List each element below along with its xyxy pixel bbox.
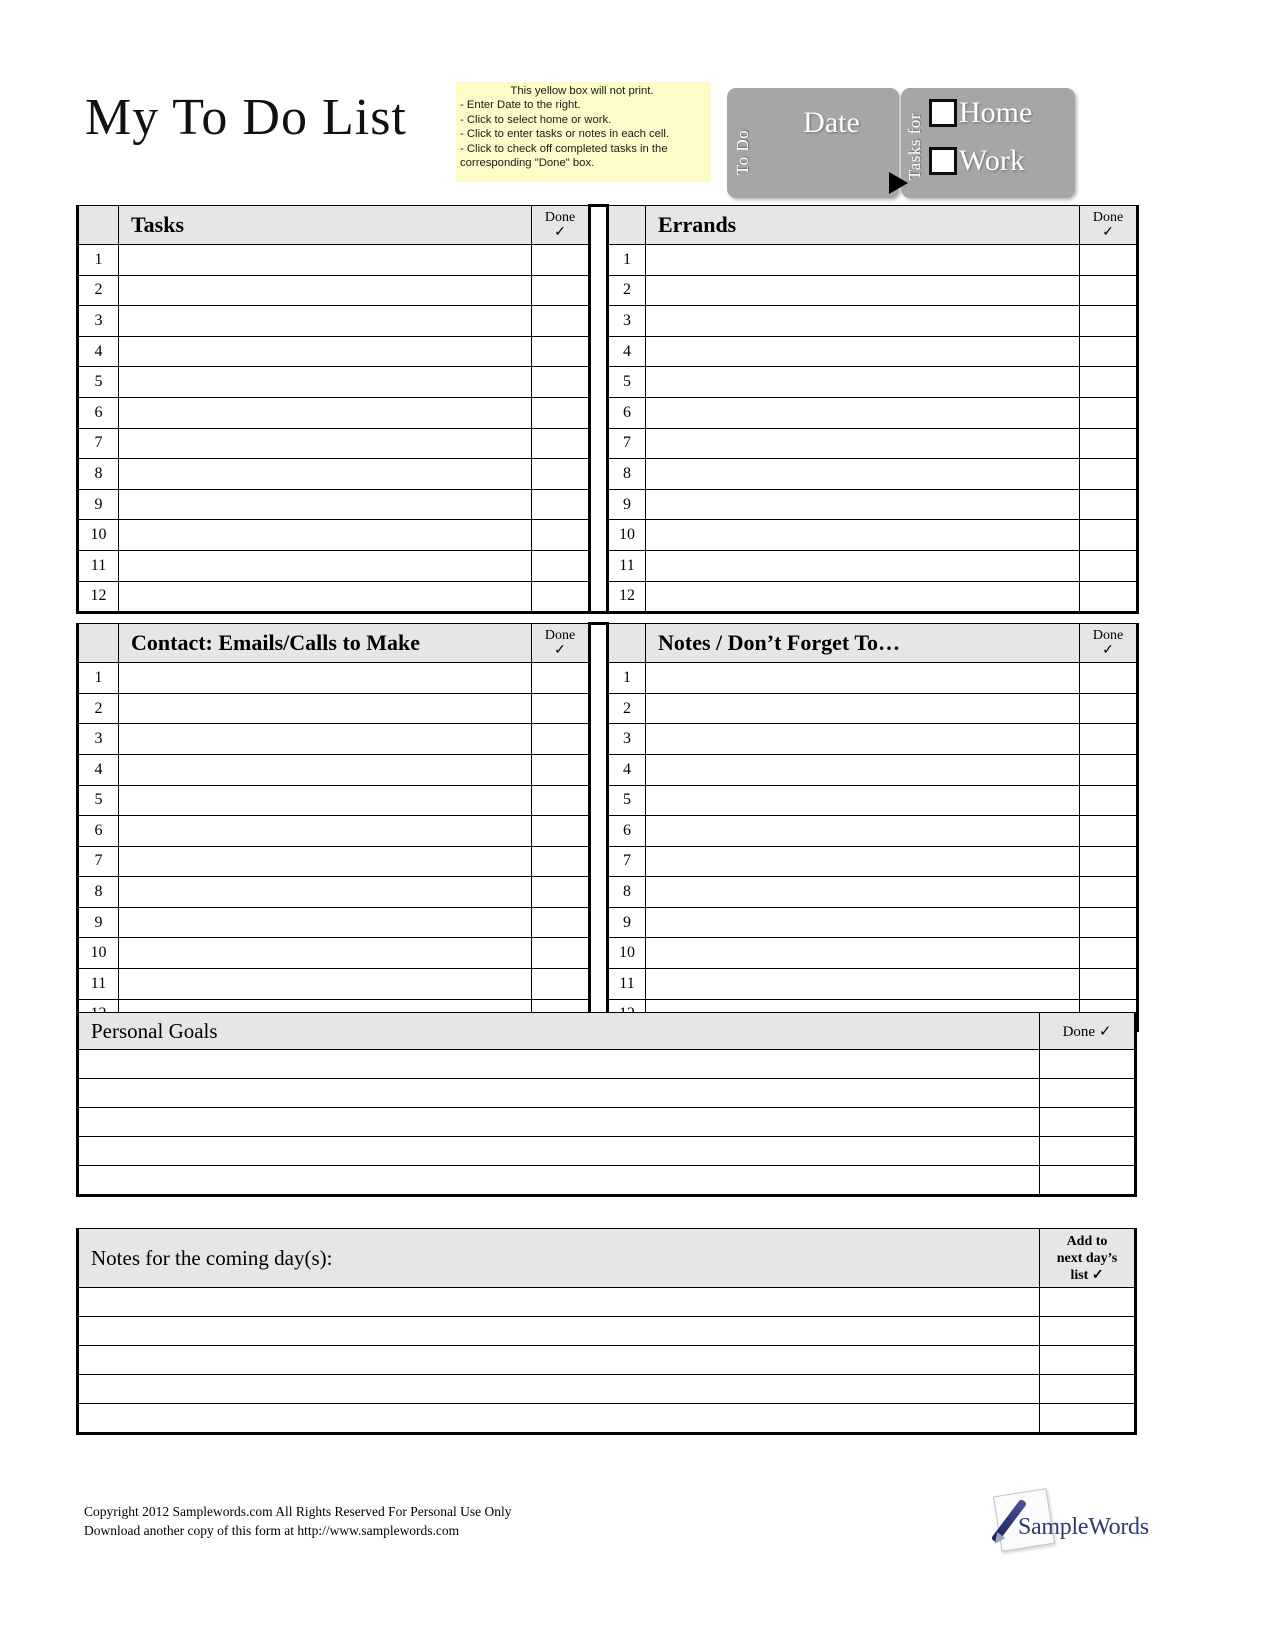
- table-row: [78, 1317, 1136, 1346]
- errands-done-checkbox[interactable]: [1080, 550, 1138, 581]
- work-option-row[interactable]: [929, 146, 1025, 176]
- errands-done-checkbox[interactable]: [1080, 275, 1138, 306]
- notes-dont-forget-done-checkbox[interactable]: [1080, 754, 1138, 785]
- tasks-done-checkbox[interactable]: [532, 428, 590, 459]
- tasks-done-checkbox[interactable]: [532, 397, 590, 428]
- tasks-row-number: 11: [78, 550, 119, 581]
- column-gap: [590, 428, 608, 459]
- notes-dont-forget-done-checkbox[interactable]: [1080, 969, 1138, 1000]
- errands-done-checkbox[interactable]: [1080, 306, 1138, 337]
- table-row: [78, 489, 1138, 520]
- tasks-row-number: 3: [78, 306, 119, 337]
- notes-dont-forget-row-number: 11: [608, 969, 646, 1000]
- done-check-glyph: ✓: [554, 225, 566, 240]
- errands-entry[interactable]: [646, 550, 1080, 581]
- errands-done-checkbox[interactable]: [1080, 397, 1138, 428]
- contact-entry[interactable]: [119, 693, 532, 724]
- tasks-done-header: [532, 206, 590, 245]
- notes-dont-forget-row-number: 8: [608, 877, 646, 908]
- errands-entry[interactable]: [646, 397, 1080, 428]
- notes-dont-forget-entry[interactable]: [646, 846, 1080, 877]
- table-row: [78, 938, 1138, 969]
- contact-done-checkbox[interactable]: [532, 724, 590, 755]
- column-gap: [590, 520, 608, 551]
- personal-goal-done-checkbox[interactable]: [1040, 1108, 1136, 1137]
- errands-done-checkbox[interactable]: [1080, 245, 1138, 276]
- table-row: [78, 877, 1138, 908]
- coming-days-notes-table: [76, 1228, 1137, 1435]
- home-option-row[interactable]: [929, 98, 1032, 128]
- contact-header: Contact: Emails/Calls to Make: [119, 624, 532, 663]
- done-check-glyph: ✓: [554, 643, 566, 659]
- contact-row-number: 1: [78, 663, 119, 694]
- table-row: [78, 459, 1138, 490]
- errands-entry[interactable]: [646, 245, 1080, 276]
- column-gap: [590, 306, 608, 337]
- errands-done-checkbox[interactable]: [1080, 489, 1138, 520]
- tasks-done-checkbox[interactable]: [532, 520, 590, 551]
- contact-done-checkbox[interactable]: [532, 754, 590, 785]
- column-gap: [590, 938, 608, 969]
- contact-done-checkbox[interactable]: [532, 816, 590, 847]
- tasks-done-checkbox[interactable]: [532, 245, 590, 276]
- coming-note-entry[interactable]: [78, 1346, 1040, 1375]
- coming-notes-header: Notes for the coming day(s):: [78, 1229, 1040, 1288]
- coming-note-entry[interactable]: [78, 1375, 1040, 1404]
- personal-goal-done-checkbox[interactable]: [1040, 1050, 1136, 1079]
- table-row: [78, 581, 1138, 613]
- contact-done-checkbox[interactable]: [532, 785, 590, 816]
- tasks-done-checkbox[interactable]: [532, 550, 590, 581]
- date-panel: [727, 88, 899, 198]
- column-gap: [590, 846, 608, 877]
- tasks-corner: [78, 206, 119, 245]
- personal-goal-done-checkbox[interactable]: [1040, 1079, 1136, 1108]
- column-gap: [590, 206, 608, 245]
- notes-dont-forget-entry[interactable]: [646, 724, 1080, 755]
- tasks-for-panel: [901, 88, 1075, 198]
- table-row: [78, 397, 1138, 428]
- notes-dont-forget-row-number: 9: [608, 907, 646, 938]
- errands-done-header: [1080, 206, 1138, 245]
- errands-header: Errands: [646, 206, 1080, 245]
- coming-notes-done-header: [1040, 1229, 1136, 1288]
- contact-done-checkbox[interactable]: [532, 969, 590, 1000]
- notes-dont-forget-done-checkbox[interactable]: [1080, 846, 1138, 877]
- contact-done-checkbox[interactable]: [532, 907, 590, 938]
- coming-note-entry[interactable]: [78, 1288, 1040, 1317]
- quadrant-header-row: [78, 624, 1138, 663]
- personal-goal-entry[interactable]: [78, 1108, 1040, 1137]
- notes-dont-forget-entry[interactable]: [646, 938, 1080, 969]
- notes-dont-forget-row-number: 5: [608, 785, 646, 816]
- tasks-entry[interactable]: [119, 397, 532, 428]
- main-task-grid: [76, 204, 1139, 1032]
- table-row: [78, 693, 1138, 724]
- tasks-entry[interactable]: [119, 550, 532, 581]
- errands-done-checkbox[interactable]: [1080, 428, 1138, 459]
- errands-entry[interactable]: [646, 367, 1080, 398]
- errands-done-checkbox[interactable]: [1080, 459, 1138, 490]
- contact-entry[interactable]: [119, 938, 532, 969]
- add-to-line-2: next day’s: [1056, 1250, 1118, 1266]
- instruction-line-2: - Click to select home or work.: [460, 113, 612, 126]
- table-row: [78, 1050, 1136, 1079]
- personal-goals-done-header: Done ✓: [1040, 1013, 1136, 1050]
- notes-dont-forget-entry[interactable]: [646, 969, 1080, 1000]
- notes-dont-forget-done-checkbox[interactable]: [1080, 877, 1138, 908]
- contact-entry[interactable]: [119, 724, 532, 755]
- errands-entry[interactable]: [646, 459, 1080, 490]
- tasks-done-checkbox[interactable]: [532, 336, 590, 367]
- errands-row-number: 3: [608, 306, 646, 337]
- personal-goals-header: Personal Goals: [78, 1013, 1040, 1050]
- column-gap: [590, 785, 608, 816]
- coming-notes-header-row: [78, 1229, 1136, 1288]
- column-gap: [590, 489, 608, 520]
- tasks-row-number: 8: [78, 459, 119, 490]
- contact-row-number: 9: [78, 907, 119, 938]
- column-gap: [590, 907, 608, 938]
- column-gap: [590, 754, 608, 785]
- table-row: [78, 275, 1138, 306]
- errands-row-number: 1: [608, 245, 646, 276]
- errands-row-number: 12: [608, 581, 646, 613]
- done-word: Done: [1092, 210, 1124, 225]
- notes-dont-forget-row-number: 3: [608, 724, 646, 755]
- footer-copyright: [84, 1502, 511, 1540]
- personal-goal-entry[interactable]: [78, 1079, 1040, 1108]
- table-row: [78, 367, 1138, 398]
- column-gap: [590, 581, 608, 613]
- instruction-line-3: - Click to enter tasks or notes in each cell.: [460, 128, 670, 141]
- home-label: Home: [959, 96, 1033, 129]
- column-gap: [590, 969, 608, 1000]
- add-to-line-3: list ✓: [1070, 1267, 1104, 1283]
- tasks-entry[interactable]: [119, 581, 532, 613]
- errands-row-number: 8: [608, 459, 646, 490]
- tasks-entry[interactable]: [119, 459, 532, 490]
- contact-row-number: 7: [78, 846, 119, 877]
- errands-row-number: 11: [608, 550, 646, 581]
- table-row: [78, 1346, 1136, 1375]
- contact-entry[interactable]: [119, 846, 532, 877]
- tasks-entry[interactable]: [119, 489, 532, 520]
- done-word: Done: [544, 628, 576, 644]
- errands-done-checkbox[interactable]: [1080, 520, 1138, 551]
- tasks-done-checkbox[interactable]: [532, 275, 590, 306]
- contact-corner: [78, 624, 119, 663]
- contact-done-checkbox[interactable]: [532, 663, 590, 694]
- download-line: Download another copy of this form at http://www.samplewords.com: [84, 1523, 460, 1538]
- date-label: Date: [803, 106, 860, 139]
- errands-corner: [608, 206, 646, 245]
- tasks-done-checkbox[interactable]: [532, 367, 590, 398]
- add-to-line-1: Add to: [1066, 1233, 1108, 1249]
- notes-dont-forget-row-number: 10: [608, 938, 646, 969]
- errands-row-number: 10: [608, 520, 646, 551]
- done-word: Done: [544, 210, 576, 225]
- copyright-line: Copyright 2012 Samplewords.com All Rights Reserved For Personal Use Only: [84, 1504, 512, 1519]
- notes-dont-forget-done-checkbox[interactable]: [1080, 724, 1138, 755]
- instruction-line-4: - Click to check off completed tasks in the: [460, 142, 668, 155]
- pointer-triangle-icon: [889, 172, 908, 194]
- quadrant-header-row: [78, 206, 1138, 245]
- notes-dont-forget-done-checkbox[interactable]: [1080, 663, 1138, 694]
- personal-goal-entry[interactable]: [78, 1050, 1040, 1079]
- contact-entry[interactable]: [119, 785, 532, 816]
- notes-dont-forget-row-number: 7: [608, 846, 646, 877]
- home-checkbox[interactable]: [929, 99, 957, 127]
- tasks-entry[interactable]: [119, 428, 532, 459]
- work-checkbox[interactable]: [929, 147, 957, 175]
- personal-goals-table: [76, 1012, 1137, 1197]
- tasks-row-number: 7: [78, 428, 119, 459]
- tasks-entry[interactable]: [119, 367, 532, 398]
- tasks-for-vertical-label: Tasks for: [905, 112, 924, 180]
- contact-row-number: 11: [78, 969, 119, 1000]
- notes-dont-forget-row-number: 2: [608, 693, 646, 724]
- tasks-entry[interactable]: [119, 336, 532, 367]
- column-gap: [590, 693, 608, 724]
- todo-vertical-label: To Do: [733, 129, 752, 175]
- column-gap: [590, 663, 608, 694]
- notes-dont-forget-row-number: 1: [608, 663, 646, 694]
- contact-row-number: 3: [78, 724, 119, 755]
- table-row: [78, 1079, 1136, 1108]
- notes-dont-forget-entry[interactable]: [646, 877, 1080, 908]
- tasks-row-number: 1: [78, 245, 119, 276]
- notes-dont-forget-row-number: 4: [608, 754, 646, 785]
- tasks-done-checkbox[interactable]: [532, 489, 590, 520]
- page-header: [0, 0, 1275, 200]
- contact-done-checkbox[interactable]: [532, 693, 590, 724]
- coming-note-add-checkbox[interactable]: [1040, 1317, 1136, 1346]
- errands-row-number: 2: [608, 275, 646, 306]
- table-row: [78, 1375, 1136, 1404]
- errands-entry[interactable]: [646, 306, 1080, 337]
- coming-note-add-checkbox[interactable]: [1040, 1346, 1136, 1375]
- instruction-line-1: - Enter Date to the right.: [460, 99, 581, 112]
- notes-dont-forget-header: Notes / Don’t Forget To…: [646, 624, 1080, 663]
- contact-entry[interactable]: [119, 969, 532, 1000]
- notes-dont-forget-corner: [608, 624, 646, 663]
- contact-done-header: [532, 624, 590, 663]
- date-input[interactable]: [769, 146, 891, 190]
- coming-note-add-checkbox[interactable]: [1040, 1288, 1136, 1317]
- notes-dont-forget-done-checkbox[interactable]: [1080, 938, 1138, 969]
- errands-row-number: 4: [608, 336, 646, 367]
- personal-goal-done-checkbox[interactable]: [1040, 1137, 1136, 1166]
- table-row: [78, 306, 1138, 337]
- done-word: Done: [1092, 628, 1124, 644]
- block-separator: [78, 613, 1138, 624]
- instruction-line-5: corresponding "Done" box.: [460, 157, 595, 170]
- done-check-glyph: ✓: [1102, 225, 1114, 240]
- coming-note-entry[interactable]: [78, 1404, 1040, 1434]
- goals-header-row: [78, 1013, 1136, 1050]
- column-gap: [590, 275, 608, 306]
- errands-entry[interactable]: [646, 520, 1080, 551]
- tasks-row-number: 10: [78, 520, 119, 551]
- table-row: [78, 754, 1138, 785]
- table-row: [78, 969, 1138, 1000]
- contact-row-number: 8: [78, 877, 119, 908]
- column-gap: [590, 724, 608, 755]
- tasks-row-number: 6: [78, 397, 119, 428]
- coming-note-add-checkbox[interactable]: [1040, 1375, 1136, 1404]
- table-row: [78, 785, 1138, 816]
- contact-entry[interactable]: [119, 877, 532, 908]
- tasks-row-number: 4: [78, 336, 119, 367]
- logo-wordmark: SampleWords: [1018, 1514, 1149, 1540]
- personal-goal-done-checkbox[interactable]: [1040, 1166, 1136, 1196]
- coming-note-entry[interactable]: [78, 1317, 1040, 1346]
- tasks-row-number: 2: [78, 275, 119, 306]
- notes-dont-forget-entry[interactable]: [646, 907, 1080, 938]
- table-row: [78, 816, 1138, 847]
- contact-done-checkbox[interactable]: [532, 938, 590, 969]
- contact-row-number: 2: [78, 693, 119, 724]
- instructions-heading: This yellow box will not print.: [510, 85, 654, 97]
- column-gap: [590, 550, 608, 581]
- column-gap: [590, 816, 608, 847]
- table-row: [78, 520, 1138, 551]
- errands-row-number: 7: [608, 428, 646, 459]
- contact-row-number: 5: [78, 785, 119, 816]
- column-gap: [590, 367, 608, 398]
- coming-note-add-checkbox[interactable]: [1040, 1404, 1136, 1434]
- notes-dont-forget-entry[interactable]: [646, 693, 1080, 724]
- tasks-done-checkbox[interactable]: [532, 306, 590, 337]
- tasks-header: Tasks: [119, 206, 532, 245]
- tasks-done-checkbox[interactable]: [532, 581, 590, 613]
- errands-entry[interactable]: [646, 428, 1080, 459]
- tasks-row-number: 9: [78, 489, 119, 520]
- notes-dont-forget-done-checkbox[interactable]: [1080, 785, 1138, 816]
- table-row: [78, 245, 1138, 276]
- contact-row-number: 4: [78, 754, 119, 785]
- notes-dont-forget-entry[interactable]: [646, 816, 1080, 847]
- column-gap: [590, 459, 608, 490]
- errands-entry[interactable]: [646, 489, 1080, 520]
- contact-done-checkbox[interactable]: [532, 846, 590, 877]
- done-check-glyph: ✓: [1102, 643, 1114, 659]
- errands-row-number: 5: [608, 367, 646, 398]
- notes-dont-forget-entry[interactable]: [646, 754, 1080, 785]
- table-row: [78, 1288, 1136, 1317]
- table-row: [78, 1166, 1136, 1196]
- table-row: [78, 1404, 1136, 1434]
- table-row: [78, 550, 1138, 581]
- instructions-note: [456, 82, 711, 182]
- table-row: [78, 724, 1138, 755]
- work-label: Work: [959, 144, 1025, 177]
- tasks-row-number: 5: [78, 367, 119, 398]
- contact-done-checkbox[interactable]: [532, 877, 590, 908]
- errands-done-checkbox[interactable]: [1080, 367, 1138, 398]
- table-row: [78, 846, 1138, 877]
- tasks-done-checkbox[interactable]: [532, 459, 590, 490]
- column-gap: [590, 877, 608, 908]
- contact-row-number: 6: [78, 816, 119, 847]
- tasks-entry[interactable]: [119, 275, 532, 306]
- personal-goal-entry[interactable]: [78, 1137, 1040, 1166]
- notes-dont-forget-entry[interactable]: [646, 785, 1080, 816]
- errands-row-number: 6: [608, 397, 646, 428]
- contact-entry[interactable]: [119, 907, 532, 938]
- table-row: [78, 663, 1138, 694]
- samplewords-logo: [985, 1490, 1149, 1552]
- notes-dont-forget-row-number: 6: [608, 816, 646, 847]
- errands-done-checkbox[interactable]: [1080, 336, 1138, 367]
- errands-entry[interactable]: [646, 581, 1080, 613]
- table-row: [78, 428, 1138, 459]
- contact-entry[interactable]: [119, 816, 532, 847]
- errands-row-number: 9: [608, 489, 646, 520]
- tasks-entry[interactable]: [119, 306, 532, 337]
- table-row: [78, 1108, 1136, 1137]
- table-row: [78, 336, 1138, 367]
- personal-goal-entry[interactable]: [78, 1166, 1040, 1196]
- column-gap: [590, 336, 608, 367]
- errands-entry[interactable]: [646, 275, 1080, 306]
- table-row: [78, 1137, 1136, 1166]
- column-gap: [590, 624, 608, 663]
- notes-dont-forget-done-checkbox[interactable]: [1080, 693, 1138, 724]
- errands-entry[interactable]: [646, 336, 1080, 367]
- notes-dont-forget-done-checkbox[interactable]: [1080, 816, 1138, 847]
- page-title: My To Do List: [85, 89, 407, 146]
- column-gap: [590, 397, 608, 428]
- table-row: [78, 907, 1138, 938]
- contact-entry[interactable]: [119, 663, 532, 694]
- tasks-entry[interactable]: [119, 245, 532, 276]
- notes-dont-forget-done-header: [1080, 624, 1138, 663]
- contact-entry[interactable]: [119, 754, 532, 785]
- errands-done-checkbox[interactable]: [1080, 581, 1138, 613]
- tasks-row-number: 12: [78, 581, 119, 613]
- notes-dont-forget-done-checkbox[interactable]: [1080, 907, 1138, 938]
- column-gap: [590, 245, 608, 276]
- notes-dont-forget-entry[interactable]: [646, 663, 1080, 694]
- tasks-entry[interactable]: [119, 520, 532, 551]
- contact-row-number: 10: [78, 938, 119, 969]
